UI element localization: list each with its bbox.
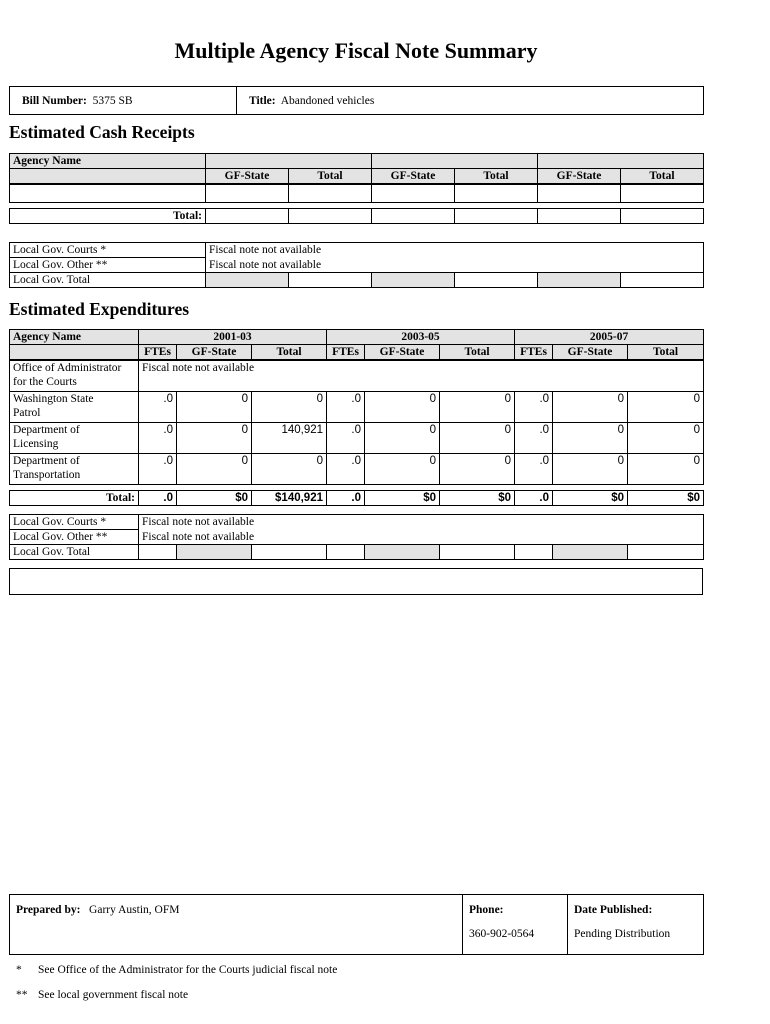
expenditures-table (9, 329, 704, 485)
bill-info-table (9, 86, 704, 115)
prepared-by-cell (10, 895, 463, 955)
receipts-local-other-label: Local Gov. Other ** (10, 258, 206, 273)
receipts-period-1-header (206, 154, 372, 169)
total-cell: $140,921 (252, 491, 327, 506)
receipts-local-other-note: Fiscal note not available (206, 258, 704, 273)
expend-local-courts-label: Local Gov. Courts * (10, 515, 139, 530)
agency-name-line-1: Office of Administrator (13, 362, 122, 374)
total-cell: .0 (327, 491, 365, 506)
receipts-col-total-1: Total (289, 169, 372, 185)
value-cell: 0 (440, 422, 515, 453)
value-cell: 0 (628, 422, 704, 453)
footnote-2-text: See local government fiscal note (38, 989, 189, 1001)
agency-name-line-2: Patrol (13, 406, 41, 419)
value-cell: .0 (515, 422, 553, 453)
expend-col-ftes-3: FTEs (515, 345, 553, 361)
receipts-period-2-header (372, 154, 538, 169)
expend-period-1: 2001-03 (139, 330, 327, 345)
value-cell: 0 (628, 453, 704, 484)
receipts-col-gf-3: GF-State (538, 169, 621, 185)
value-cell: 0 (553, 422, 628, 453)
page-title: Multiple Agency Fiscal Note Summary (174, 38, 538, 63)
date-published-value: Pending Distribution (574, 928, 671, 940)
value-cell: 0 (177, 422, 252, 453)
expend-local-other-label: Local Gov. Other ** (10, 530, 139, 545)
footnote-2 (16, 989, 188, 1001)
receipts-col-gf-1: GF-State (206, 169, 289, 185)
value-cell: .0 (515, 453, 553, 484)
expend-col-gf-3: GF-State (553, 345, 628, 361)
receipts-period-3-header (538, 154, 704, 169)
total-cell: $0 (628, 491, 704, 506)
footnote-1-text: See Office of the Administrator for the Courts judicial fiscal note (38, 964, 338, 976)
prepared-by-table (9, 894, 704, 955)
cash-receipts-table (9, 153, 704, 203)
expend-col-total-2: Total (440, 345, 515, 361)
phone-cell (463, 895, 568, 955)
receipts-col-total-3: Total (621, 169, 704, 185)
agency-name-line-1: Department of (13, 454, 80, 467)
expend-total-label: Total: (10, 491, 139, 506)
expend-col-ftes-2: FTEs (327, 345, 365, 361)
expend-period-2: 2003-05 (327, 330, 515, 345)
receipts-total-label: Total: (10, 209, 206, 224)
value-cell: .0 (327, 453, 365, 484)
expend-row-agency-name (10, 360, 139, 391)
receipts-local-courts-label: Local Gov. Courts * (10, 243, 206, 258)
bill-title-value: Abandoned vehicles (280, 94, 375, 107)
date-published-cell (568, 895, 704, 955)
expend-total-table (9, 490, 704, 506)
value-cell: 0 (553, 391, 628, 422)
value-cell: .0 (139, 422, 177, 453)
expend-subheader-blank (10, 345, 139, 361)
notes-box (9, 568, 703, 595)
agency-name-line-2: Transportation (13, 468, 81, 481)
agency-name-line-2: for the Courts (13, 376, 77, 388)
value-cell: 0 (365, 422, 440, 453)
expend-row-note: Fiscal note not available (139, 360, 704, 391)
total-cell: .0 (515, 491, 553, 506)
expend-local-table (9, 514, 704, 560)
date-published-label: Date Published: (574, 904, 653, 916)
agency-name-line-1: Washington State (13, 392, 94, 405)
total-cell: $0 (177, 491, 252, 506)
receipts-subheader-blank (10, 169, 206, 185)
table-row (10, 360, 704, 391)
value-cell: .0 (327, 422, 365, 453)
table-row (10, 422, 704, 453)
value-cell: 0 (440, 453, 515, 484)
value-cell: 0 (177, 453, 252, 484)
value-cell: .0 (327, 391, 365, 422)
expenditures-heading: Estimated Expenditures (9, 299, 190, 319)
value-cell: 0 (440, 391, 515, 422)
phone-label: Phone: (469, 904, 504, 916)
prepared-by-value: Garry Austin, OFM (89, 904, 180, 916)
footnote-1-mark: * (16, 964, 22, 976)
value-cell: .0 (515, 391, 553, 422)
bill-number-label: Bill Number: (22, 94, 87, 107)
receipts-total-table (9, 208, 704, 224)
expend-local-total-label: Local Gov. Total (10, 545, 139, 560)
expend-col-gf-1: GF-State (177, 345, 252, 361)
receipts-agency-header: Agency Name (10, 154, 206, 169)
bill-number-value: 5375 SB (92, 94, 133, 107)
table-row (10, 391, 704, 422)
receipts-local-table (9, 242, 704, 288)
total-cell: .0 (139, 491, 177, 506)
value-cell: 0 (365, 453, 440, 484)
expend-agency-header: Agency Name (10, 330, 139, 345)
receipts-col-gf-2: GF-State (372, 169, 455, 185)
bill-number-cell (10, 87, 237, 115)
total-cell: $0 (365, 491, 440, 506)
value-cell: 0 (365, 391, 440, 422)
receipts-empty-cell (10, 184, 206, 202)
expend-col-total-3: Total (628, 345, 704, 361)
expend-col-total-1: Total (252, 345, 327, 361)
cash-receipts-heading: Estimated Cash Receipts (9, 122, 195, 142)
receipts-local-courts-note: Fiscal note not available (206, 243, 704, 258)
receipts-col-total-2: Total (455, 169, 538, 185)
receipts-local-total-label: Local Gov. Total (10, 273, 206, 288)
value-cell: .0 (139, 391, 177, 422)
expend-col-gf-2: GF-State (365, 345, 440, 361)
value-cell: 0 (252, 453, 327, 484)
total-cell: $0 (553, 491, 628, 506)
bill-title-cell (237, 87, 704, 115)
expend-col-ftes-1: FTEs (139, 345, 177, 361)
agency-name-line-1: Department of (13, 423, 80, 436)
expend-period-3: 2005-07 (515, 330, 704, 345)
value-cell: .0 (139, 453, 177, 484)
phone-value: 360-902-0564 (469, 928, 535, 940)
table-row (10, 453, 704, 484)
prepared-by-label: Prepared by: (16, 904, 81, 916)
value-cell: 0 (553, 453, 628, 484)
agency-name-line-2: Licensing (13, 437, 59, 450)
expend-local-other-note: Fiscal note not available (139, 530, 704, 545)
expend-local-courts-note: Fiscal note not available (139, 515, 704, 530)
total-cell: $0 (440, 491, 515, 506)
bill-title-label: Title: (249, 94, 276, 107)
footnote-1 (16, 964, 337, 976)
value-cell: 0 (252, 391, 327, 422)
value-cell: 140,921 (252, 422, 327, 453)
footnote-2-mark: ** (16, 989, 28, 1001)
value-cell: 0 (628, 391, 704, 422)
value-cell: 0 (177, 391, 252, 422)
